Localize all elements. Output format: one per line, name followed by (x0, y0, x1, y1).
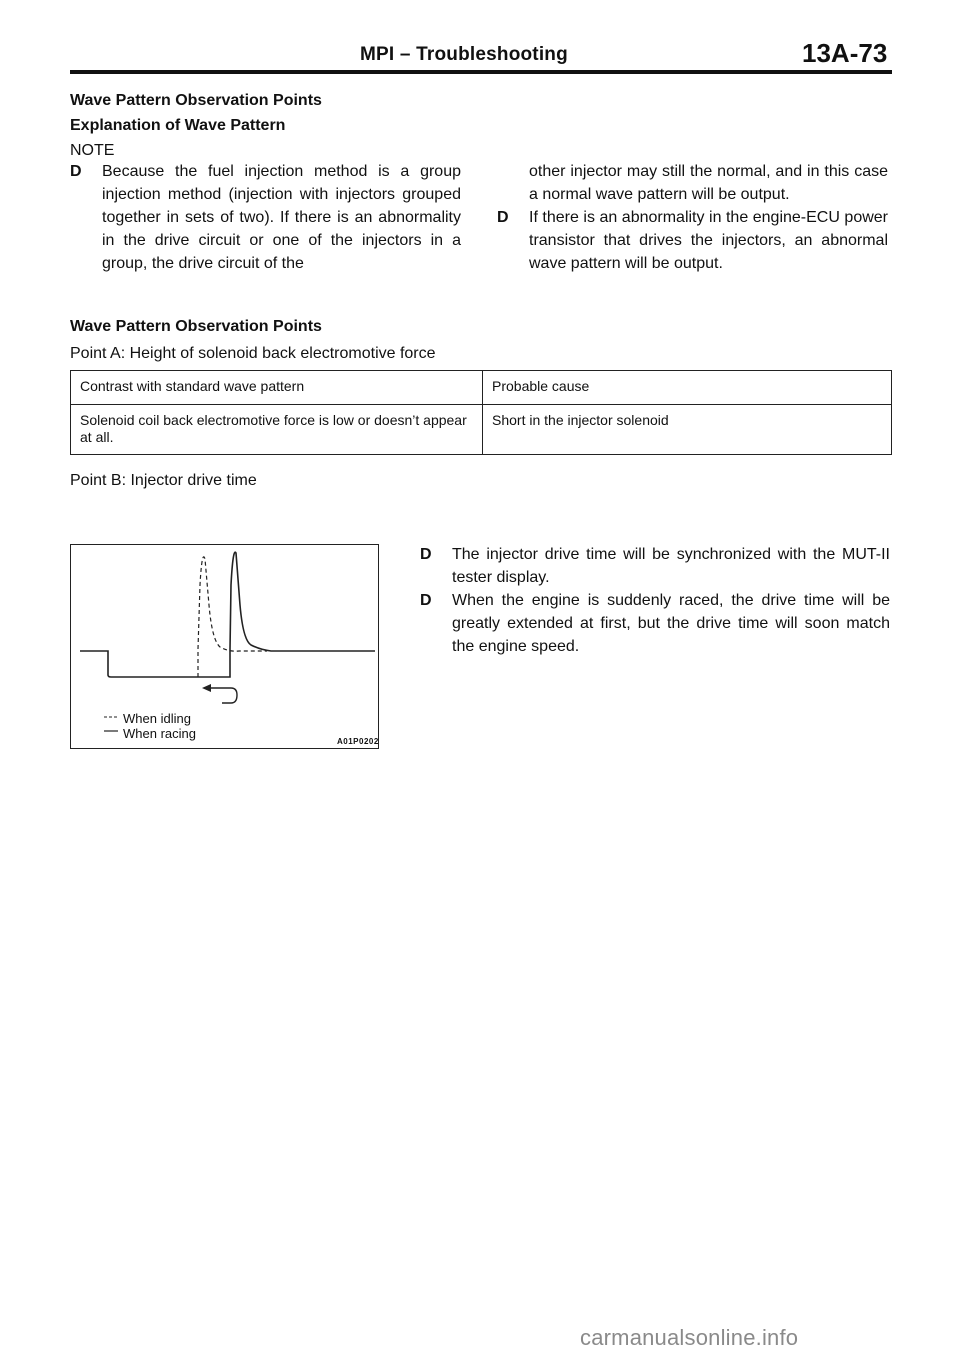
idling-waveform (198, 557, 267, 677)
table-header-cell: Probable cause (483, 371, 892, 405)
note-item (497, 206, 888, 275)
heading-explanation: Explanation of Wave Pattern (70, 117, 286, 134)
table-header-row (71, 371, 892, 405)
bullet-marker: D (497, 209, 509, 226)
note-item (70, 160, 461, 275)
section-title: MPI – Troubleshooting (360, 44, 568, 65)
table-row (71, 405, 892, 455)
table-cell: Solenoid coil back electromotive force is low or doesn’t appear at all. (71, 405, 483, 455)
heading-observation-points: Wave Pattern Observation Points (70, 92, 322, 109)
note-item-text: When the engine is suddenly raced, the drive time will be greatly extended at first, but the drive time will soon match the engine speed. (452, 592, 890, 655)
waveform-figure (70, 544, 379, 749)
point-b-label: Point B: Injector drive time (70, 472, 257, 489)
note-item-continuation: other injector may still the normal, and in this case a normal wave pattern will be output. (529, 163, 888, 203)
note-label: NOTE (70, 142, 115, 159)
watermark: carmanualsonline.info (580, 1325, 799, 1350)
arrow-head (202, 684, 211, 692)
figure-code: A01P0202 (337, 737, 379, 746)
bullet-marker: D (420, 546, 432, 563)
bullet-marker: D (420, 592, 432, 609)
bullet-marker: D (70, 163, 82, 180)
page-number: 13A-73 (802, 38, 888, 68)
table-header-cell: Contrast with standard wave pattern (71, 371, 483, 405)
point-b-notes (420, 543, 890, 658)
waveform-diagram (71, 545, 378, 748)
note-column-right (497, 160, 888, 275)
wave-pattern-table (70, 370, 892, 455)
note-item-text: Because the fuel injection method is a group injection method (injection with injectors grouped together in sets of two). If there is an abnormality in the drive circuit or one of the injectors in a group, the drive circuit of the (102, 163, 461, 272)
legend-racing: When racing (123, 726, 196, 741)
note-item (420, 543, 890, 589)
legend-idling: When idling (123, 711, 191, 726)
table-cell: Short in the injector solenoid (483, 405, 892, 455)
racing-waveform (80, 552, 375, 677)
point-a-label: Point A: Height of solenoid back electromotive force (70, 345, 436, 362)
note-item-text: If there is an abnormality in the engine-ECU power transistor that drives the injectors, an abnormal wave pattern will be output. (529, 209, 888, 272)
heading-observation-points-2: Wave Pattern Observation Points (70, 318, 322, 335)
note-item-text: The injector drive time will be synchronized with the MUT-II tester display. (452, 546, 890, 586)
note-column-left (70, 160, 461, 275)
note-item (420, 589, 890, 658)
header-divider (70, 70, 892, 74)
